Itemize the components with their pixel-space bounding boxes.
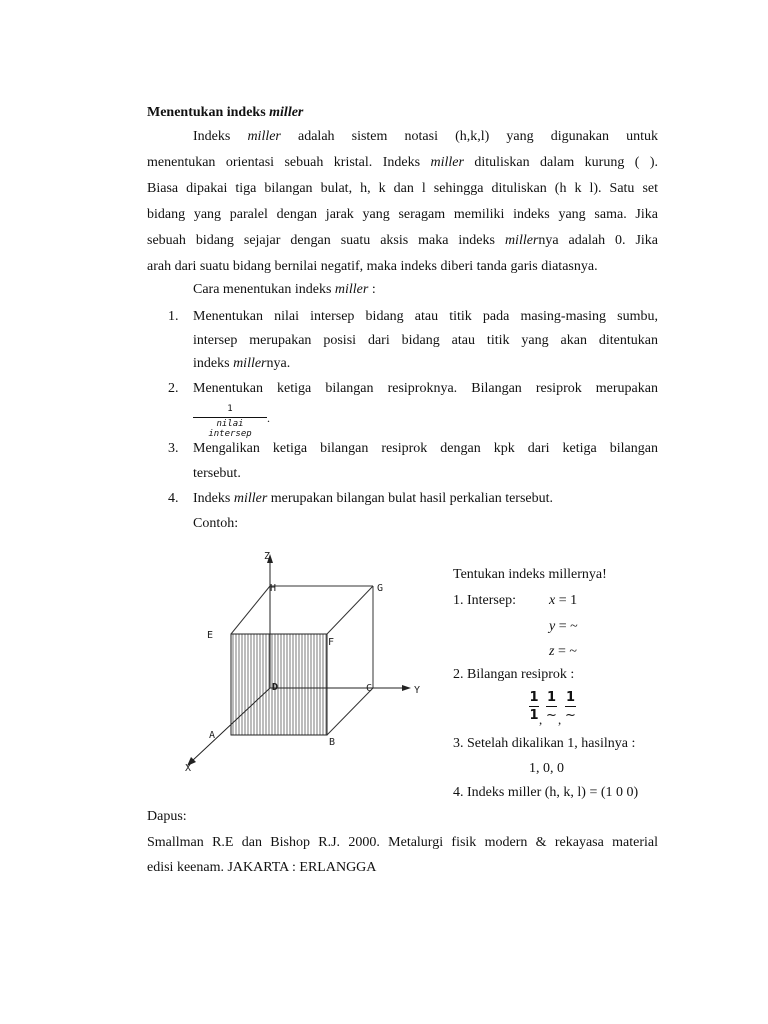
comma: ,	[539, 712, 543, 727]
edge-fg	[327, 586, 373, 634]
step1-line3: indeks millernya.	[193, 356, 291, 371]
axis-label-z: Z	[264, 551, 271, 562]
fraction-bar	[546, 706, 557, 707]
step-number: 1.	[168, 309, 179, 324]
para1-line5: sebuah bidang sejajar dengan suatu aksis maka indeks millernya adalah 0. Jika	[147, 233, 659, 248]
edge-eh	[231, 586, 270, 634]
vertex-label-h: H	[270, 583, 277, 594]
example-label: Contoh:	[193, 516, 239, 531]
para1-line6: arah dari suatu bidang bernilai negatif, maka indeks diberi tanda garis diatasnya.	[147, 259, 598, 274]
vertex-label-g: G	[377, 583, 384, 594]
axis-label-x: X	[185, 763, 192, 774]
step1-line2: intersep merupakan posisi dari bidang atau titik yang akan ditentukan	[193, 333, 658, 348]
y-axis-arrow	[402, 685, 411, 691]
para1-line2: menentukan orientasi sebuah kristal. Indeks miller dituliskan dalam kurung ( ).	[147, 155, 659, 170]
vertex-label-c: C	[366, 683, 373, 694]
vertex-label-a: A	[209, 730, 216, 741]
reference-line1: Smallman R.E dan Bishop R.J. 2000. Metalurgi fisik modern & rekayasa material	[147, 835, 658, 850]
fraction-bar	[193, 417, 267, 418]
reciprocal-fractions	[529, 690, 589, 726]
vertex-label-b: B	[329, 737, 336, 748]
recip-numerator: 1	[529, 690, 539, 705]
intercept-y: y = ~	[549, 619, 578, 634]
recip-denominator: 1	[529, 708, 539, 723]
edge-bc	[327, 688, 373, 735]
solution-step1: 1. Intersep:	[453, 593, 516, 608]
comma: ,	[558, 712, 562, 727]
recip-numerator: 1	[546, 690, 557, 705]
step-number: 2.	[168, 381, 179, 396]
fraction-period: .	[267, 411, 270, 425]
solution-result: 1, 0, 0	[529, 761, 564, 776]
references-label: Dapus:	[147, 809, 187, 824]
reference-line2: edisi keenam. JAKARTA : ERLANGGA	[147, 860, 377, 875]
step-number: 4.	[168, 491, 179, 506]
method-intro: Cara menentukan indeks miller :	[193, 282, 376, 297]
solution-step3: 3. Setelah dikalikan 1, hasilnya :	[453, 736, 636, 751]
section-heading: Menentukan indeks miller	[147, 105, 304, 120]
reciprocal-fraction-numerator: 1	[227, 404, 233, 414]
step3-line1: Mengalikan ketiga bilangan resiprok dengan kpk dari ketiga bilangan	[193, 441, 658, 456]
vertex-label-e: E	[207, 630, 214, 641]
step-number: 3.	[168, 441, 179, 456]
step2-line1: Menentukan ketiga bilangan resiproknya. Bilangan resiprok merupakan	[193, 381, 658, 396]
intercept-z: z = ~	[549, 644, 577, 659]
recip-numerator: 1	[565, 690, 576, 705]
vertex-label-f: F	[328, 637, 335, 648]
solution-step2: 2. Bilangan resiprok :	[453, 667, 575, 682]
para1-line4: bidang yang paralel dengan jarak yang seragam memiliki indeks yang sama. Jika	[147, 207, 658, 222]
intercept-x: x = 1	[549, 593, 578, 608]
step1-line1: Menentukan nilai intersep bidang atau titik pada masing-masing sumbu,	[193, 309, 658, 324]
axis-label-y: Y	[414, 685, 421, 696]
fraction-bar	[565, 706, 576, 707]
reciprocal-fraction-denominator: nilai intersep	[208, 419, 252, 439]
cube-diagram	[178, 545, 428, 780]
recip-denominator: ~	[546, 708, 557, 723]
solution-title: Tentukan indeks millernya!	[453, 567, 607, 582]
para1-line1: Indeks miller adalah sistem notasi (h,k,l) yang digunakan untuk	[193, 129, 659, 144]
step4-line1: Indeks miller merupakan bilangan bulat hasil perkalian tersebut.	[193, 491, 554, 506]
recip-denominator: ~	[565, 708, 576, 723]
para1-line3: Biasa dipakai tiga bilangan bulat, h, k dan l sehingga dituliskan (h k l). Satu set	[147, 181, 658, 196]
solution-step4: 4. Indeks miller (h, k, l) = (1 0 0)	[453, 785, 639, 800]
fraction-bar	[529, 706, 539, 707]
shaded-plane-abfe	[231, 634, 327, 735]
vertex-label-d: D	[272, 682, 279, 693]
step3-line2: tersebut.	[193, 466, 241, 481]
